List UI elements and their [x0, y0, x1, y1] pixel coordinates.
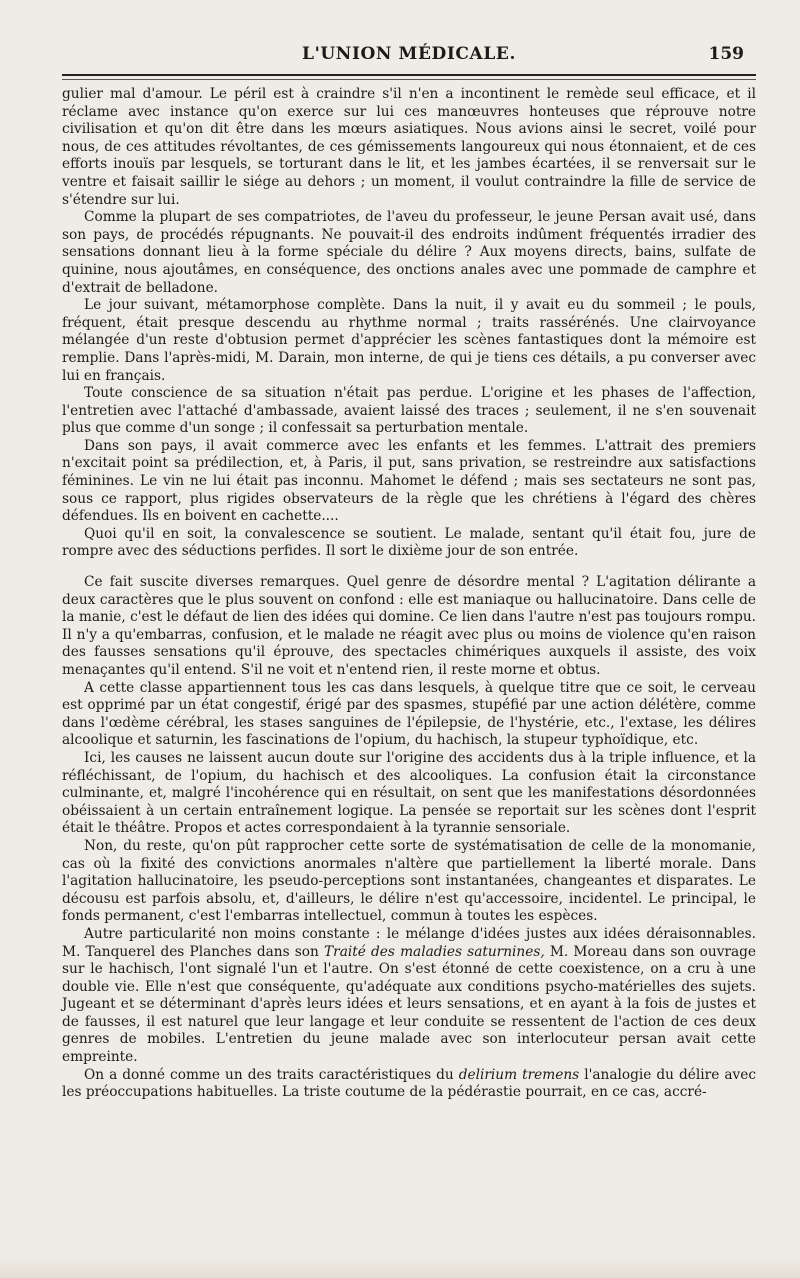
paragraph: [62, 926, 756, 1067]
paragraph-text: On a donné comme un des traits caractéristiques du: [84, 1066, 459, 1083]
latin-term: delirium tremens: [458, 1066, 580, 1083]
paragraph: gulier mal d'amour. Le péril est à craindre s'il n'en a incontinent le remède seul efficace, et il réclame avec instance qu'on exerce sur lui ces manœuvres honteuses que réprouve notre civilisation et qu'on dit être dans les mœurs asiatiques. Nous avions ainsi le secret, voilé pour nous, de ces attitudes révoltantes, de ces gémissements langoureux qui nous étonnaient, et de ces efforts inouïs par lesquels, se torturant dans le lit, et les jambes écartées, il se renversait sur le ventre et faisait saillir le siége au dehors ; un moment, il voulut contraindre la fille de service de s'étendre sur lui.: [62, 86, 756, 208]
paragraph: Toute conscience de sa situation n'était pas perdue. L'origine et les phases de l'affection, l'entretien avec l'attaché d'ambassade, avaient laissé des traces ; seulement, il ne s'en souvenait plus que comme d'un songe ; il confessait sa perturbation mentale.: [62, 385, 756, 437]
page-number: 159: [708, 44, 744, 64]
body-text: [62, 86, 756, 1102]
paragraph: Ici, les causes ne laissent aucun doute sur l'origine des accidents dus à la triple influence, et la réfléchissant, de l'opium, du hachisch et des alcooliques. La confusion était la circonstance culminante, et, malgré l'incohérence qui en résultait, on sent que les manifestations désordonnées obéissaient à un certain entraînement logique. La pensée se reportait sur les scènes dont l'esprit était le théâtre. Propos et actes correspondaient à la tyrannie sensoriale.: [62, 749, 756, 837]
running-title: L'UNION MÉDICALE.: [302, 44, 516, 64]
book-title: Traité des maladies saturnines,: [324, 943, 545, 960]
paragraph-text: M. Moreau dans son ouvrage sur le hachisch, l'ont signalé l'un et l'autre. On s'est étonné de cette coexistence, on a cru à une double vie. Elle n'est que conséquente, qu'adéquate aux conditions psycho-matérielles des sujets. Jugeant et se déterminant d'après leurs idées et leurs sensations, et en ayant à la fois de justes et de fausses, il est naturel que leur langage et leur conduite se ressentent de l'action de ces deux genres de mobiles. L'entretien du jeune malade avec son interlocuteur persan avait cette empreinte.: [62, 943, 757, 1066]
paragraph: Le jour suivant, métamorphose complète. Dans la nuit, il y avait eu du sommeil ; le pouls, fréquent, était presque descendu au rhythme normal ; traits rassérénés. Une clairvoyance mélangée d'un reste d'obtusion permet d'apprécier les scènes fantastiques dont la mémoire est remplie. Dans l'après-midi, M. Darain, mon interne, de qui je tiens ces détails, a pu converser avec lui en français.: [62, 297, 756, 384]
paragraph-text: l'analogie du délire avec les préoccupations habituelles. La triste coutume de la pédérastie pourrait, en ce cas, accré-: [62, 1066, 756, 1101]
paragraph: A cette classe appartiennent tous les cas dans lesquels, à quelque titre que ce soit, le cerveau est opprimé par un état congestif, érigé par des spasmes, stupéfié par une action délétère, comme dans l'œdème cérébral, les stases sanguines de l'épilepsie, de l'hystérie, etc., l'extase, les délires alcoolique et saturnin, les fascinations de l'opium, du hachisch, la stupeur typhoïdique, etc.: [62, 679, 756, 749]
paragraph: Ce fait suscite diverses remarques. Quel genre de désordre mental ? L'agitation délirante a deux caractères que le plus souvent on confond : elle est maniaque ou hallucinatoire. Dans celle de la manie, c'est le défaut de lien des idées qui domine. Ce lien dans l'autre n'est pas toujours rompu. Il n'y a qu'embarras, confusion, et le malade ne réagit avec plus ou moins de violence qu'en raison des fausses sensations qu'il éprouve, des spectacles chimériques auxquels il assiste, des voix menaçantes qu'il entend. S'il ne voit et n'entend rien, il reste morne et obtus.: [62, 574, 756, 678]
page-header: [62, 38, 756, 68]
paragraph: Dans son pays, il avait commerce avec les enfants et les femmes. L'attrait des premiers n'excitait point sa prédilection, et, à Paris, il put, sans privation, se restreindre aux satisfactions féminines. Le vin ne lui était pas inconnu. Mahomet le défend ; mais ses sectateurs ne sont pas, sous ce rapport, plus rigides observateurs de la règle que les chrétiens à l'égard des chères défendues. Ils en boivent en cachette....: [62, 437, 756, 525]
paragraph-text: Autre particularité non moins constante : le mélange d'idées justes aux idées déraisonnables. M. Tanquerel des Planches dans son: [62, 925, 756, 960]
paragraph: [62, 1067, 756, 1102]
header-rule: [62, 74, 756, 80]
page-edge: [0, 1256, 800, 1278]
paragraph: Comme la plupart de ses compatriotes, de l'aveu du professeur, le jeune Persan avait usé, dans son pays, de procédés répugnants. Ne pouvait-il des endroits indûment fréquentés irradier des sensations donnant lieu à la forme spéciale du délire ? Aux moyens directs, bains, sulfate de quinine, nous ajoutâmes, en conséquence, des onctions anales avec une pommade de camphre et d'extrait de belladone.: [62, 209, 756, 296]
paragraph: Quoi qu'il en soit, la convalescence se soutient. Le malade, sentant qu'il était fou, jure de rompre avec des séductions perfides. Il sort le dixième jour de son entrée.: [62, 525, 756, 560]
paragraph: Non, du reste, qu'on pût rapprocher cette sorte de systématisation de celle de la monomanie, cas où la fixité des convictions anormales n'altère que partiellement la liberté morale. Dans l'agitation hallucinatoire, les pseudo-perceptions sont instantanées, changeantes et disparates. Le décousu est parfois absolu, et, d'ailleurs, le délire n'est qu'accessoire, incidentel. Le principal, le fonds permanent, c'est l'embarras intellectuel, commun à toutes les espèces.: [62, 837, 756, 925]
